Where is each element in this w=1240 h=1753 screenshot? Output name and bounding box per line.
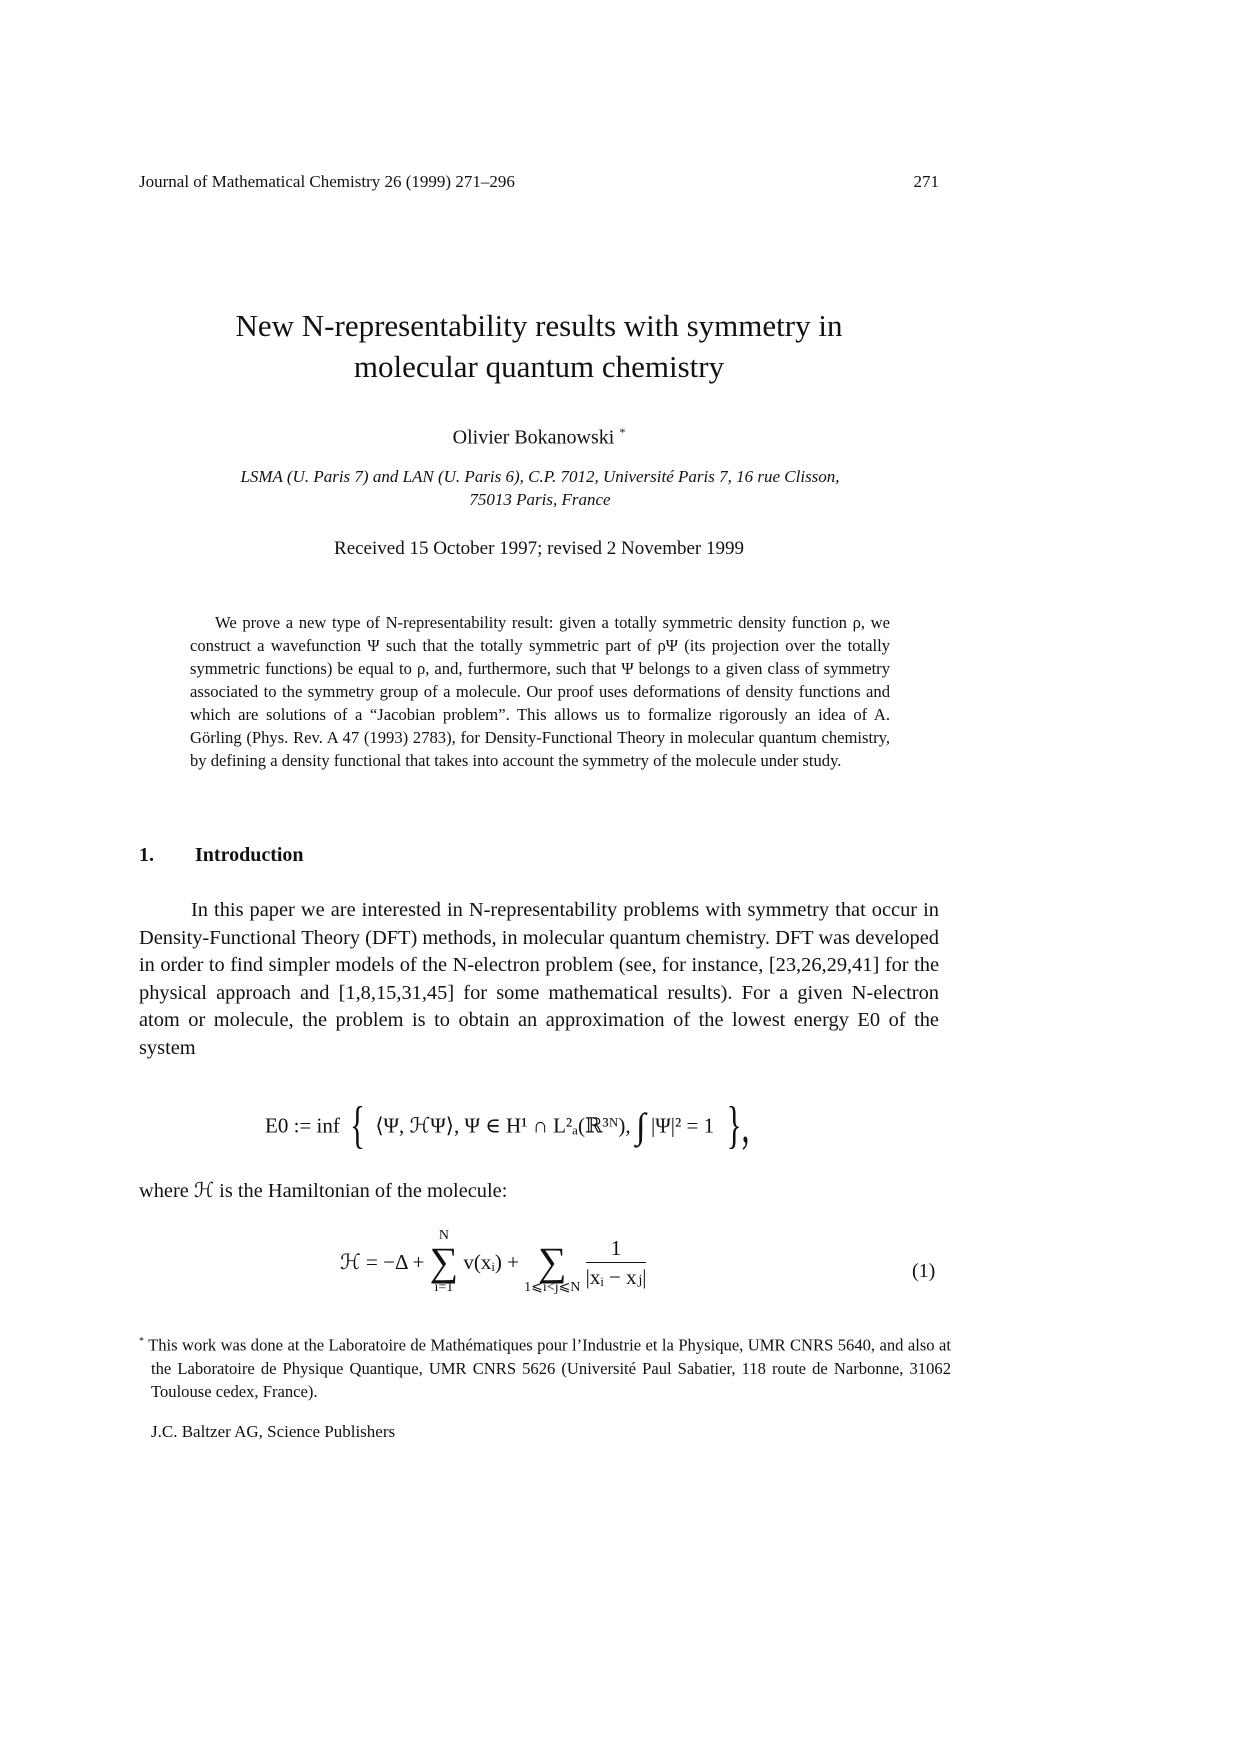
coulomb-fraction: [586, 1234, 647, 1291]
sum1-lower: i=1: [434, 1280, 454, 1295]
journal-citation: Journal of Mathematical Chemistry 26 (1999) 271–296: [139, 172, 515, 191]
sum-over-pairs: [524, 1228, 580, 1296]
sum2-lower: 1⩽i<j⩽N: [524, 1280, 581, 1295]
equation-hamiltonian: [340, 1228, 940, 1328]
affiliation: [170, 465, 910, 511]
sum2-sigma: ∑: [538, 1239, 567, 1284]
section-number: 1.: [139, 844, 154, 866]
hamiltonian-lhs: ℋ = −Δ +: [340, 1249, 425, 1274]
section-heading: [139, 844, 304, 867]
e0-open-brace: {: [350, 1097, 366, 1154]
footnote-mark: *: [139, 1336, 144, 1347]
e0-tail: |Ψ|² = 1: [651, 1113, 715, 1138]
footnote-text: This work was done at the Laboratoire de Mathématiques pour l’Industrie et la Physique, UMR CNRS 5640, and also at the Laboratoire de Physique Quantique, UMR CNRS 5626 (Université Paul Sabatier, 118 route de Narbonne, 31062 Toulouse cedex, France).: [148, 1335, 951, 1401]
fraction-numerator: 1: [586, 1234, 647, 1263]
e0-lhs: E0 := inf: [265, 1113, 340, 1138]
paper-title: [139, 305, 939, 387]
intro-paragraph: In this paper we are interested in N-representability problems with symmetry that occur in Density-Functional Theory (DFT) methods, in molecular quantum chemistry. DFT was developed in order to find simpler models of the N-electron problem (see, for instance, [23,26,29,41] for the physical approach and [1,8,15,31,45] for some mathematical results). For a given N-electron atom or molecule, the problem is to obtain an approximation of the lowest energy E0 of the system: [139, 899, 939, 1059]
abstract: We prove a new type of N-representability result: given a totally symmetric density function ρ, we construct a wavefunction Ψ such that the totally symmetric part of ρΨ (its projection over the totally symmetric functions) be equal to ρ, and, furthermore, such that Ψ belongs to a given class of symmetry associated to the symmetry group of a molecule. Our proof uses deformations of density functions and which are solutions of a “Jacobian problem”. This allows us to formalize rigorously an idea of A. Görling (Phys. Rev. A 47 (1993) 2783), for Density-Functional Theory in molecular quantum chemistry, by defining a density functional that takes into account the symmetry of the molecule under study.: [190, 613, 890, 770]
publisher-line: J.C. Baltzer AG, Science Publishers: [151, 1422, 396, 1441]
author-name: Olivier Bokanowski: [452, 426, 615, 449]
sum1-sigma: ∑: [429, 1239, 459, 1284]
e0-close-brace: },: [726, 1097, 750, 1154]
e0-integral: ∫: [635, 1106, 646, 1146]
sum-over-i: [430, 1228, 459, 1296]
page-number: 271: [913, 172, 939, 191]
title-line-2: molecular quantum chemistry: [353, 349, 725, 384]
affiliation-line-1: LSMA (U. Paris 7) and LAN (U. Paris 6), C.P. 7012, Université Paris 7, 16 rue Clisson,: [240, 467, 840, 486]
author-footnote-mark: *: [619, 425, 626, 439]
affiliation-line-2: 75013 Paris, France: [469, 490, 611, 509]
section-title: Introduction: [195, 844, 304, 866]
footnote: [139, 1330, 951, 1403]
equation-e0: [265, 1097, 757, 1160]
where-text: where ℋ is the Hamiltonian of the molecule:: [139, 1180, 508, 1202]
fraction-denominator: |xᵢ − xⱼ|: [585, 1264, 647, 1289]
sum1-upper: N: [438, 1228, 449, 1243]
received-dates: Received 15 October 1997; revised 2 November 1999: [334, 538, 744, 559]
author: [139, 425, 939, 450]
sum1-term: v(xᵢ) +: [463, 1249, 519, 1274]
title-line-1: New N-representability results with symmetry in: [235, 308, 843, 343]
e0-body: ⟨Ψ, ℋΨ⟩, Ψ ∈ H¹ ∩ L²ₐ(ℝ³ᴺ),: [375, 1113, 631, 1138]
equation-number: (1): [912, 1260, 936, 1282]
